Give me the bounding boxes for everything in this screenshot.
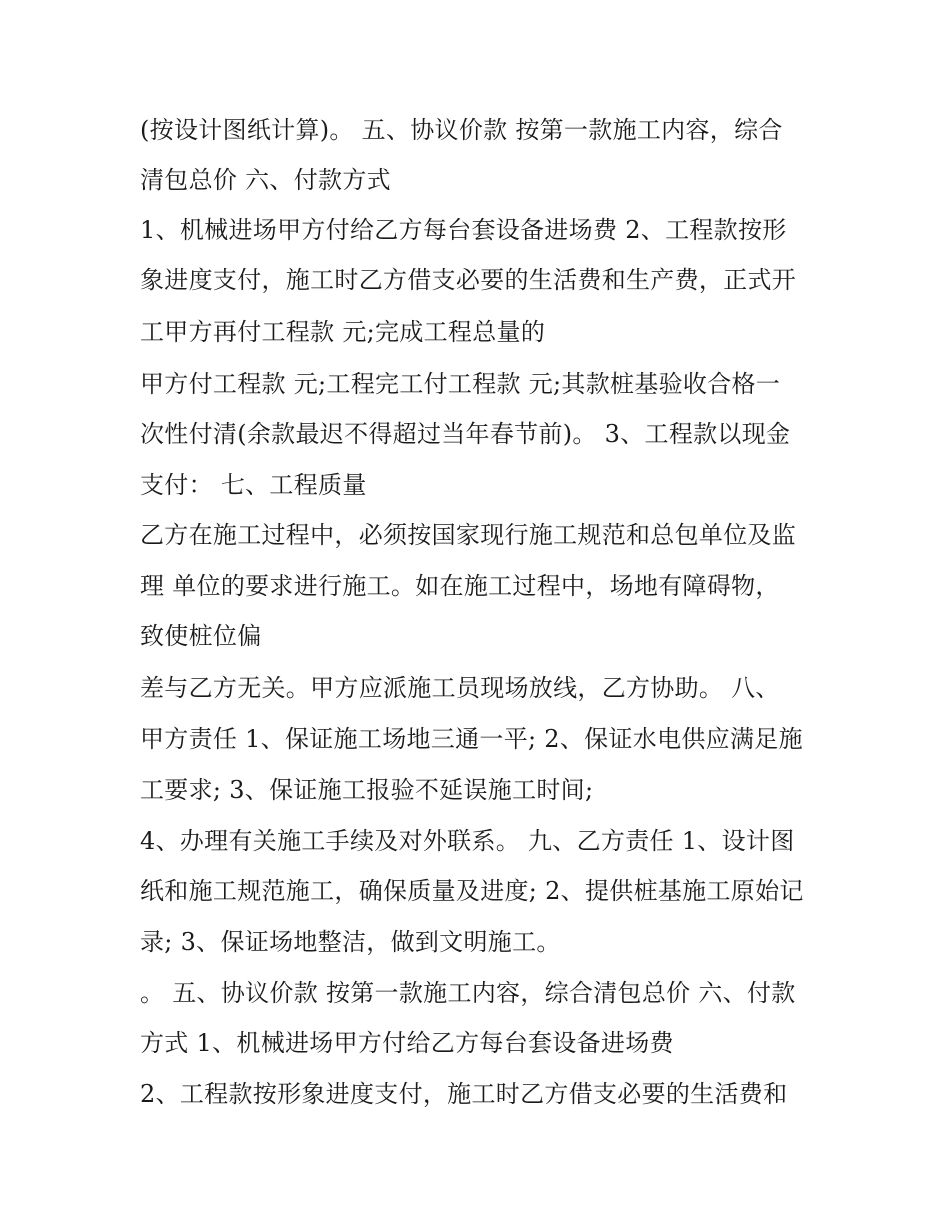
text-line: 清包总价 六、付款方式 bbox=[140, 166, 391, 194]
text-line: 方式 1、机械进场甲方付给乙方每台套设备进场费 bbox=[140, 1029, 674, 1057]
text-line: 支付： 七、工程质量 bbox=[140, 471, 367, 499]
text-line: 录; 3、保证场地整洁，做到文明施工。 bbox=[140, 928, 561, 956]
text-line: 工要求; 3、保证施工报验不延误施工时间; bbox=[140, 776, 594, 804]
text-line: 理 单位的要求进行施工。如在施工过程中，场地有障碍物， bbox=[140, 572, 780, 600]
text-line: 差与乙方无关。甲方应派施工员现场放线，乙方协助。 八、 bbox=[140, 674, 780, 702]
text-line: 。 五、协议价款 按第一款施工内容，综合清包总价 六、付款 bbox=[140, 979, 796, 1007]
text-line: 2、工程款按形象进度支付，施工时乙方借支必要的生活费和 bbox=[140, 1080, 788, 1108]
text-line: 致使桩位偏 bbox=[140, 622, 262, 650]
text-line: (按设计图纸计算)。 五、协议价款 按第一款施工内容，综合 bbox=[140, 116, 783, 144]
text-line: 甲方责任 1、保证施工场地三通一平; 2、保证水电供应满足施 bbox=[140, 725, 803, 753]
text-line: 乙方在施工过程中，必须按国家现行施工规范和总包单位及监 bbox=[140, 521, 797, 549]
text-line: 工甲方再付工程款 元;完成工程总量的 bbox=[140, 318, 546, 346]
text-line: 1、机械进场甲方付给乙方每台套设备进场费 2、工程款按形 bbox=[140, 216, 787, 244]
text-line: 象进度支付，施工时乙方借支必要的生活费和生产费，正式开 bbox=[140, 266, 797, 294]
text-line: 纸和施工规范施工，确保质量及进度; 2、提供桩基施工原始记 bbox=[140, 877, 804, 905]
text-line: 4、办理有关施工手续及对外联系。 九、乙方责任 1、设计图 bbox=[140, 827, 795, 855]
text-line: 甲方付工程款 元;工程完工付工程款 元;其款桩基验收合格一 bbox=[140, 370, 781, 398]
text-line: 次性付清(余款最迟不得超过当年春节前)。 3、工程款以现金 bbox=[140, 420, 791, 448]
